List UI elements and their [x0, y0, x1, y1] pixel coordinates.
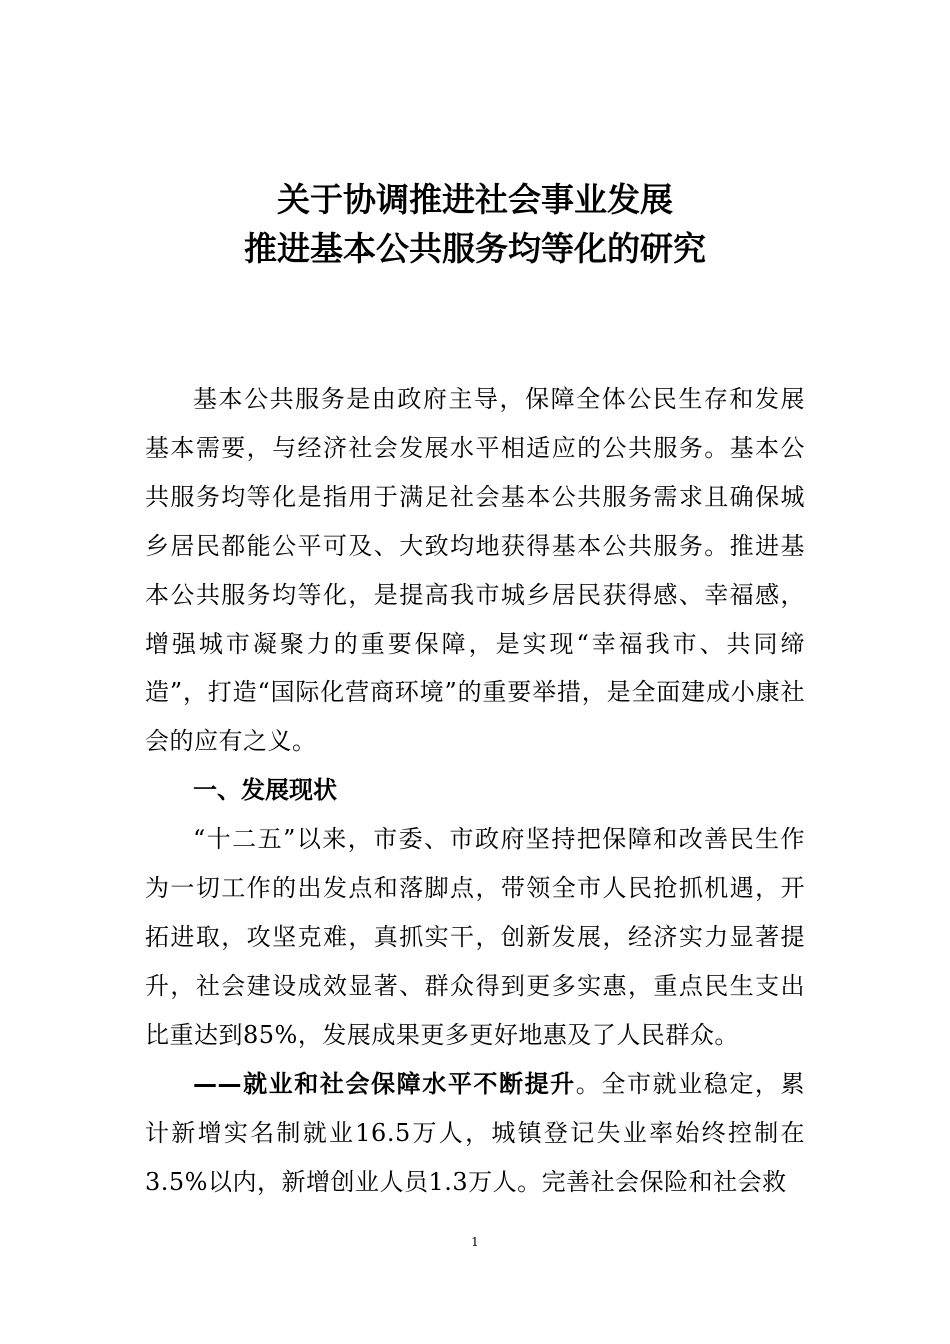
document-title-line-1: 关于协调推进社会事业发展: [277, 180, 673, 219]
intro-paragraph: 基本公共服务是由政府主导，保障全体公民生存和发展基本需要，与经济社会发展水平相适应的公共服务。基本公共服务均等化是指用于满足社会基本公共服务需求且确保城乡居民都能公平可及、大致均地获得基本公共服务。推进基本公共服务均等化，是提高我市城乡居民获得感、幸福感，增强城市凝聚力的重要保障，是实现“幸福我市、共同缔造”，打造“国际化营商环境”的重要举措，是全面建成小康社会的应有之义。: [145, 385, 805, 756]
page-number: 1: [471, 1235, 479, 1249]
employment-paragraph-text: 。全市就业稳定，累计新增实名制就业16.5万人，城镇登记失业率始终控制在3.5%以内，新增创业人员1.3万人。完善社会保险和社会救: [145, 1069, 806, 1196]
employment-paragraph: [145, 1060, 805, 1207]
document-body: [145, 375, 805, 1206]
employment-paragraph-lead: ——就业和社会保障水平不断提升: [193, 1069, 576, 1098]
document-title-line-2: 推进基本公共服务均等化的研究: [244, 229, 706, 268]
status-paragraph: “十二五”以来，市委、市政府坚持把保障和改善民生作为一切工作的出发点和落脚点，带领全市人民抢抓机遇，开拓进取，攻坚克难，真抓实干，创新发展，经济实力显著提升，社会建设成效显著、群众得到更多实惠，重点民生支出比重达到85%，发展成果更多更好地惠及了人民群众。: [145, 825, 805, 1049]
section-heading-development-status: 一、发展现状: [193, 776, 337, 805]
